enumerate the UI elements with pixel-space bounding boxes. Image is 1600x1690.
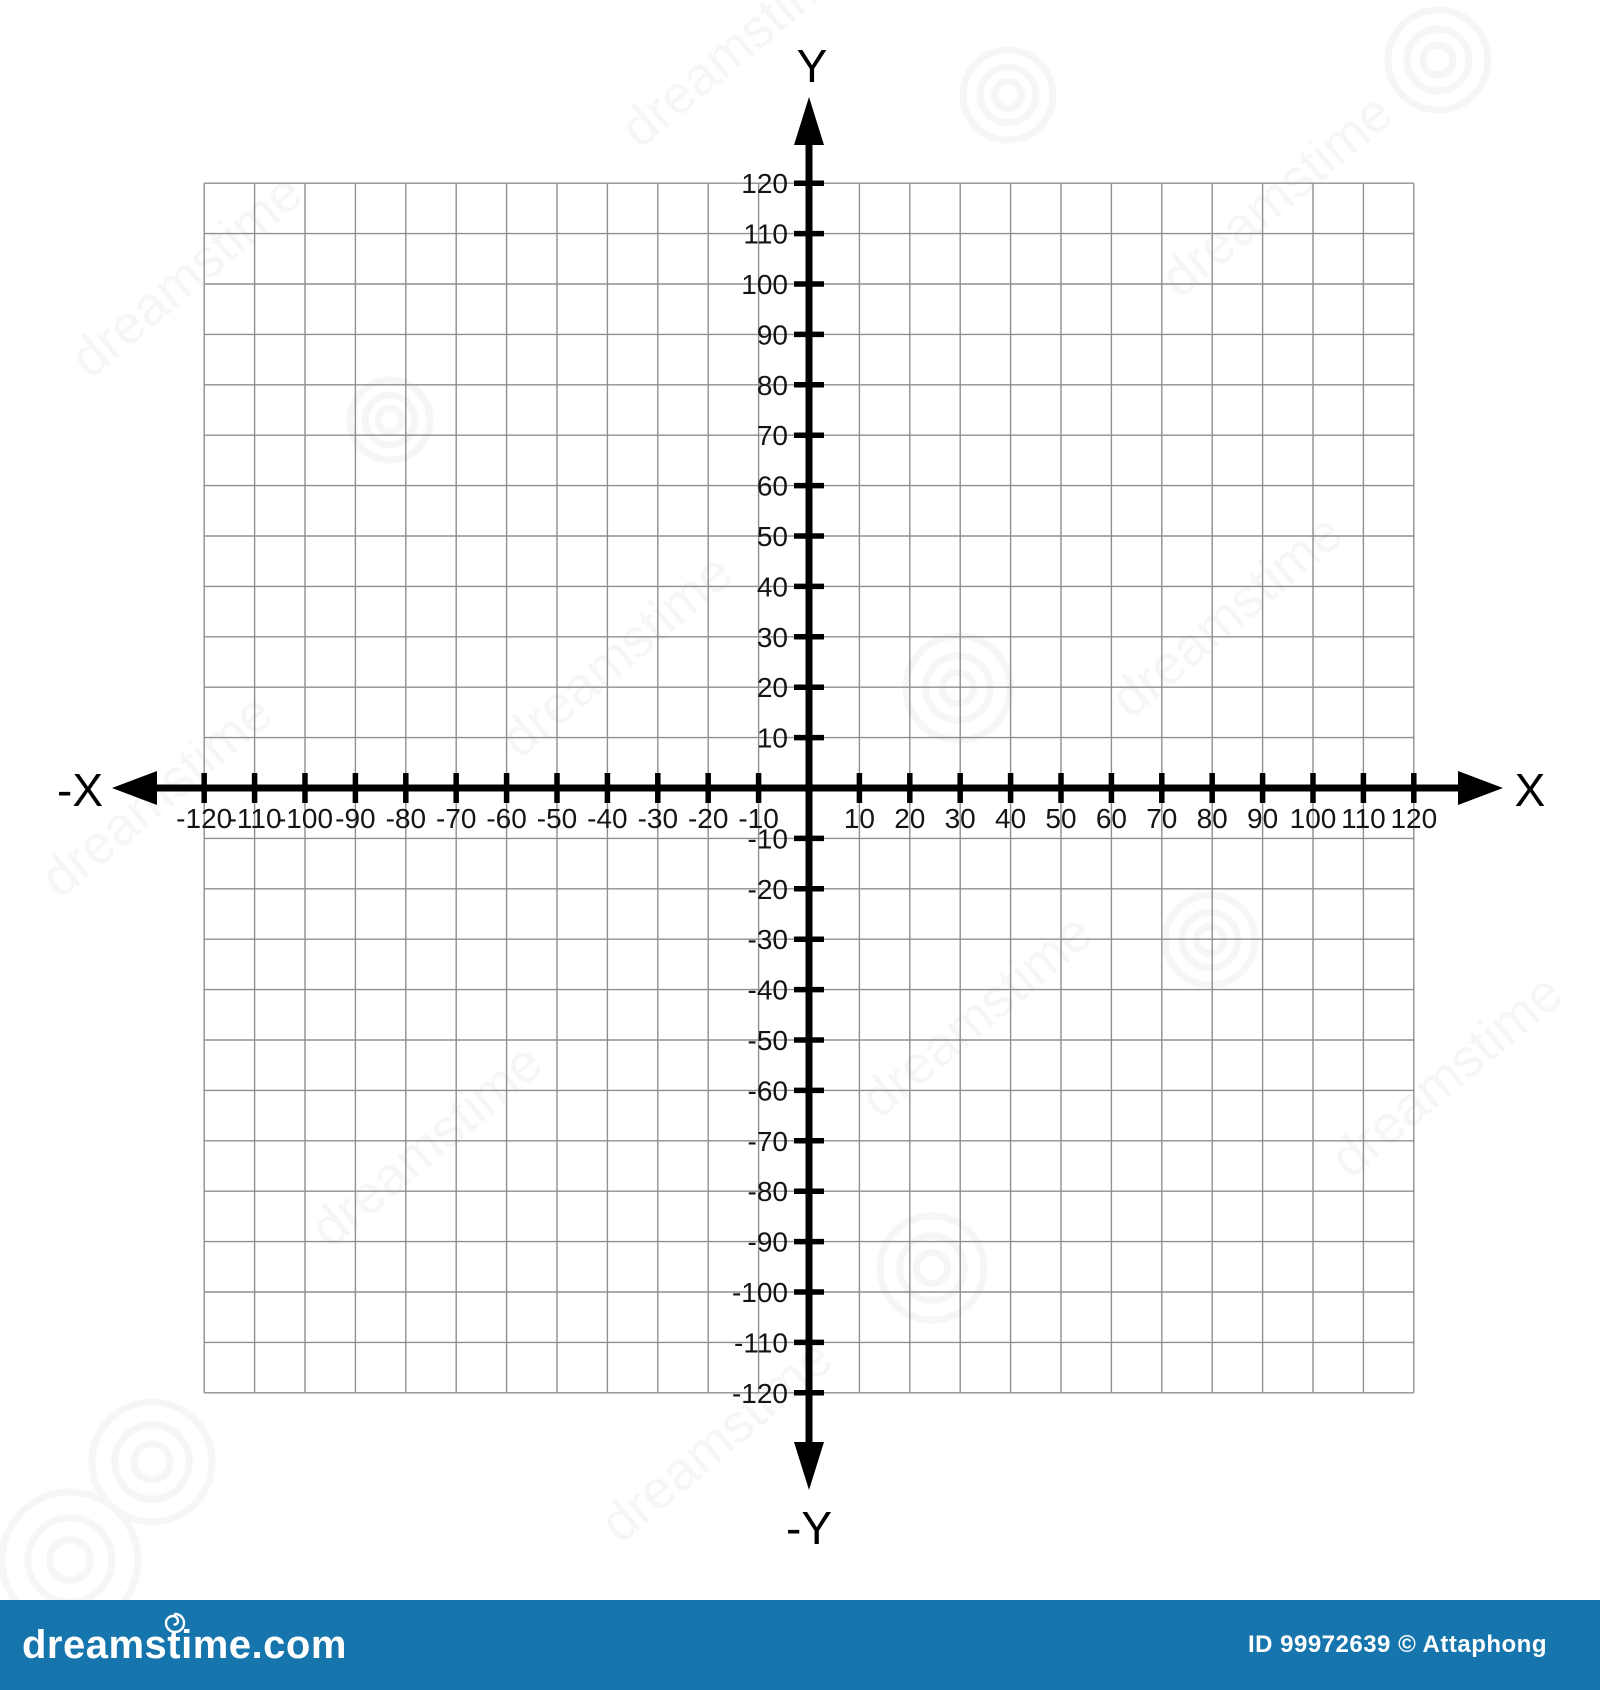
y-tick-label: 120 <box>741 168 788 200</box>
watermark-text <box>1149 82 1404 309</box>
y-tick-label: -100 <box>731 1277 788 1308</box>
x-tick-label: 30 <box>944 803 976 834</box>
x-tick-label: -20 <box>687 803 729 834</box>
y-tick-label: -120 <box>731 1377 788 1409</box>
watermark-spiral-icon <box>942 672 973 703</box>
watermark-spiral-icon <box>378 408 402 432</box>
watermark-spiral-icon <box>134 1444 170 1480</box>
x-tick-label: -10 <box>738 803 779 834</box>
axis-label-x: X <box>1514 764 1546 816</box>
x-tick-label: -70 <box>435 803 477 834</box>
watermark-spiral-icon <box>365 395 415 445</box>
watermark-spiral-icon <box>880 1216 984 1320</box>
watermark-spiral-icon <box>1388 10 1488 110</box>
x-tick-label: -40 <box>587 803 628 834</box>
x-tick-label: -100 <box>276 803 334 834</box>
x-tick-label: -50 <box>536 803 578 834</box>
watermark-bar <box>0 1600 1600 1690</box>
y-tick-label: 10 <box>756 722 788 754</box>
y-tick-label: 80 <box>756 369 788 401</box>
dreamstime-logo <box>22 1625 347 1665</box>
x-tick-label: 40 <box>995 803 1027 834</box>
watermark-spiral-icon <box>92 1402 212 1522</box>
y-tick-label: 90 <box>756 319 788 351</box>
y-tick-label: -30 <box>747 924 788 956</box>
x-tick-label: -110 <box>227 803 282 834</box>
y-tick-label: -50 <box>747 1025 788 1056</box>
x-tick-label: 10 <box>843 803 875 834</box>
x-axis-arrow-right-icon <box>1458 771 1503 805</box>
watermark-spiral-icon <box>906 636 1010 740</box>
y-tick-label: -10 <box>747 823 788 855</box>
x-tick-label: 50 <box>1045 803 1077 834</box>
x-tick-label: 110 <box>1341 803 1386 834</box>
dreamstime-spiral-icon <box>163 1611 187 1635</box>
y-tick-label: -60 <box>747 1075 788 1107</box>
y-tick-label: -90 <box>747 1226 788 1258</box>
watermark-text <box>489 542 744 769</box>
watermark-text <box>299 1032 554 1259</box>
x-tick-label: 60 <box>1095 803 1127 834</box>
watermark-spiral-icon <box>1197 927 1224 954</box>
x-tick-label: 20 <box>894 803 926 834</box>
axis-label-neg-x: -X <box>57 764 103 816</box>
y-tick-label: 110 <box>743 218 788 250</box>
watermark-text <box>849 902 1104 1129</box>
y-tick-label: 30 <box>756 621 788 653</box>
x-tick-label: -80 <box>385 803 427 834</box>
watermark-text <box>59 162 314 389</box>
watermark-spiral-icon <box>28 1518 112 1600</box>
y-tick-label: -70 <box>747 1125 788 1157</box>
x-tick-label: -90 <box>335 803 376 834</box>
watermark-spiral-icon <box>995 82 1022 109</box>
watermark-spiral-icon <box>980 67 1036 123</box>
x-tick-label: 120 <box>1390 803 1438 834</box>
axis-label-neg-y: -Y <box>786 1502 832 1554</box>
y-tick-label: -20 <box>747 873 788 905</box>
x-tick-label: 90 <box>1247 803 1279 834</box>
y-tick-label: -40 <box>747 974 788 1006</box>
x-tick-label: 100 <box>1289 803 1337 834</box>
axis-label-y: Y <box>796 40 828 92</box>
x-tick-label: 80 <box>1196 803 1228 834</box>
watermark-spiral-icon <box>963 50 1053 140</box>
watermark-spiral-icon <box>115 1425 189 1499</box>
x-tick-label: -60 <box>486 803 527 834</box>
watermark-spiral-icon <box>1182 912 1238 968</box>
y-tick-label: -110 <box>734 1327 788 1359</box>
image-credit: ID 99972639 © Attaphong <box>1247 1631 1547 1658</box>
y-tick-label: -80 <box>747 1176 788 1208</box>
watermark-text <box>1319 962 1574 1189</box>
brand-text: dreamstime.com <box>22 1623 347 1667</box>
y-tick-label: 20 <box>756 672 788 704</box>
y-tick-label: 70 <box>756 420 788 452</box>
x-tick-label: 70 <box>1146 803 1178 834</box>
y-tick-label: 50 <box>756 521 788 552</box>
watermark-spiral-icon <box>1423 45 1453 75</box>
y-tick-label: 60 <box>756 470 788 502</box>
watermark-spiral-icon <box>1165 895 1255 985</box>
y-axis-arrow-up-icon <box>794 97 824 145</box>
x-tick-label: -120 <box>176 803 233 834</box>
watermark-spiral-icon <box>1407 29 1469 91</box>
y-axis-arrow-down-icon <box>794 1442 824 1490</box>
watermark-spiral-icon <box>50 1540 91 1581</box>
watermark-spiral-icon <box>916 1252 947 1283</box>
watermark-spiral-icon <box>926 656 990 720</box>
x-tick-label: -30 <box>637 803 679 834</box>
y-tick-label: 40 <box>756 571 788 603</box>
y-tick-label: 100 <box>741 269 788 300</box>
